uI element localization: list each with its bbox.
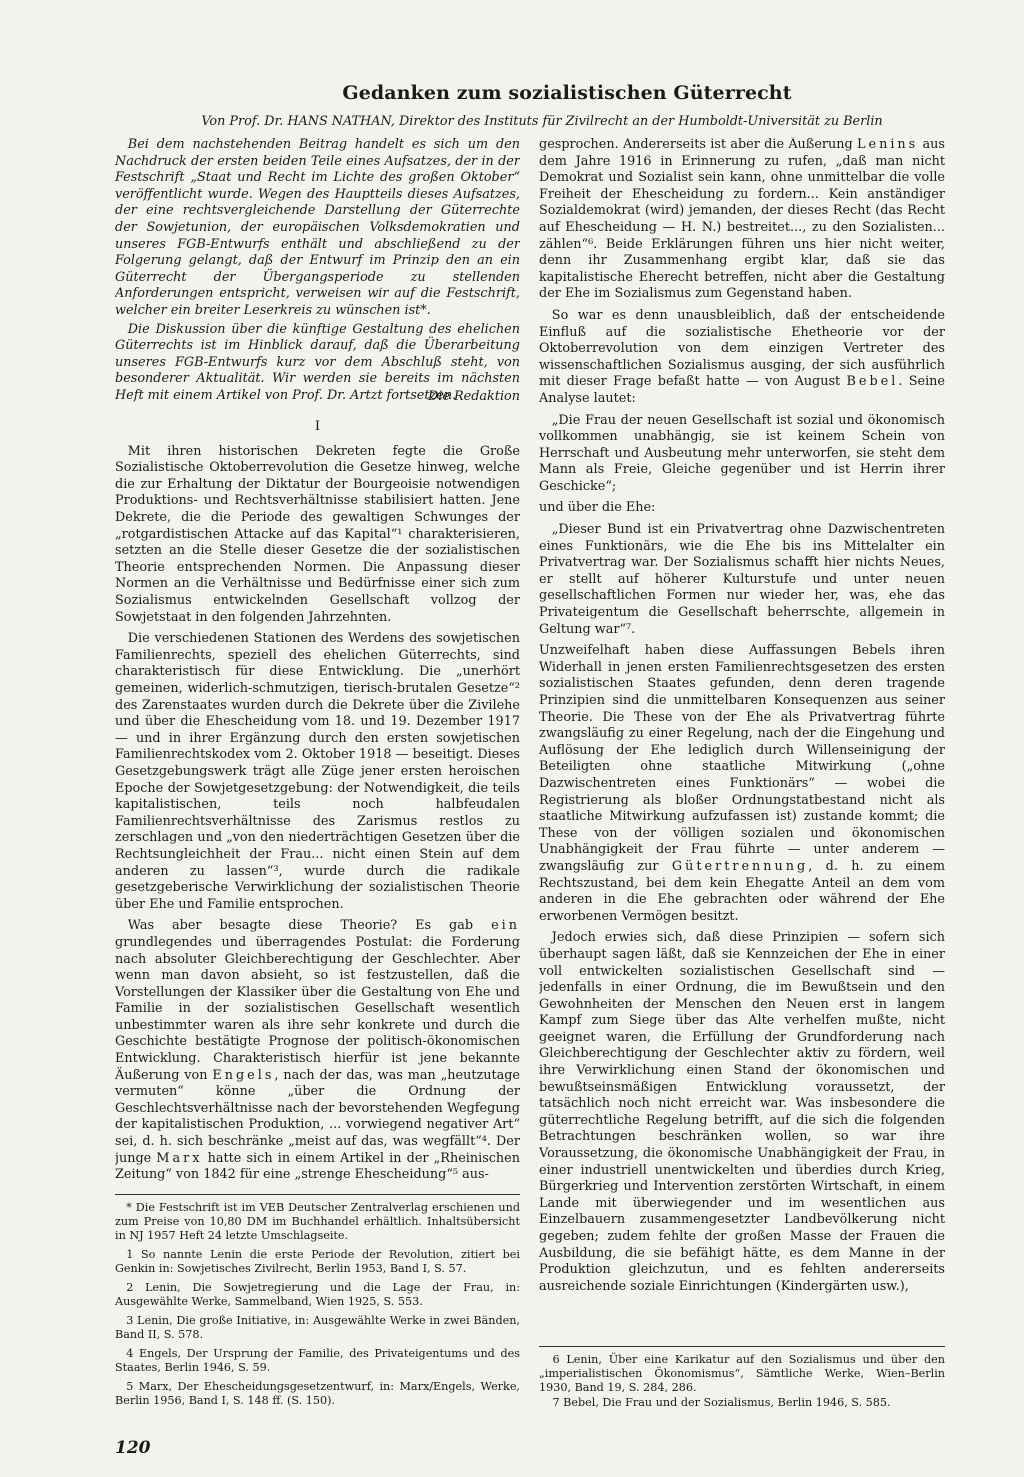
text-run: Unzweifelhaft haben diese Auffassungen Bebels ihren Widerhall in jenen ersten Familienrechtsgesetzen des ersten sozialistischen Staates gefunden, denn deren tragende Prinzipien sind die unmittelbaren Konsequenzen aus seiner Theorie. Die These von der Ehe als Privatvertrag führte zwangsläufig zu einer Regelung, nach der die Eingehung und Auflösung der Ehe lediglich durch Willenseinigung der Beteiligten ohne staatliche Mitwirkung („ohne Dazwischentreten eines Funktionärs“ — wobei die Registrierung als bloßer Ordnungstatbestand nicht als staatliche Mitwirkung aufzufassen ist) zustande kommt; die These von der völligen sozialen und ökonomischen Unabhängigkeit der Frau führte — unter anderem — zwangsläufig zur [539, 643, 945, 874]
section-number: I [314, 419, 321, 435]
body-paragraph [115, 918, 520, 1184]
footnote: 4 Engels, Der Ursprung der Familie, des Privateigentums und des Staates, Berlin 1946, S. 59. [115, 1346, 520, 1374]
emphasis-spaced: ein [491, 918, 520, 934]
right-footnotes [539, 1346, 945, 1411]
emphasis-spaced: Bebel [846, 374, 899, 390]
text-run: Was aber besagte diese Theorie? Es gab [127, 918, 492, 934]
text-run: grundlegendes und überragendes Postulat: die Forderung nach absoluter Gleichberechtigung der Geschlechter. Aber wenn man davon absieht, so ist festzustellen, daß die Vorstellungen der Klassiker über die Gestaltung von Ehe und Familie in der sozialistischen Gesellschaft wesentlich unbestimmter waren als ihre sehr konkrete und durch die Geschichte bestätigte Prognose der politisch-ökonomischen Entwicklung. Charakteristisch hierfür ist jene bekannte Äußerung von [115, 934, 520, 1083]
footnote: 6 Lenin, Über eine Karikatur auf den Sozialismus und über den „imperialistischen Ökonomismus“, Sämtliche Werke, Wien–Berlin 1930, Band 19, S. 284, 286. [539, 1353, 945, 1394]
page-number: 120 [115, 1438, 151, 1458]
footnote: 1 So nannte Lenin die erste Periode der Revolution, zitiert bei Genkin in: Sowjetisches Zivilrecht, Berlin 1953, Band I, S. 57. [115, 1247, 520, 1275]
body-paragraph [539, 643, 945, 925]
footnote: 3 Lenin, Die große Initiative, in: Ausgewählte Werke in zwei Bänden, Band II, S. 578. [115, 1313, 520, 1341]
text-run: aus dem Jahre 1916 in Erinnerung zu rufen, „daß man nicht Demokrat und Sozialist sein kann, ohne unmittelbar die volle Freiheit der Ehescheidung zu fordern... Kein anständiger Sozialdemokrat (wird) jemanden, der dieses Recht (das Recht auf Ehescheidung — H. N.) bestreitet..., zu den Sozialisten... zählen“⁶. Beide Erklärungen führen uns hier nicht weiter, denn ihr Zusammenhang ergibt klar, daß sie das kapitalistische Eherecht betreffen, nicht aber die Gestaltung der Ehe im Sozialismus zum Gegenstand haben. [539, 137, 945, 302]
body-paragraph [539, 137, 945, 303]
text-run: , nach der das, was man „heutzutage vermuten“ könne „über die Ordnung der Geschlechtsverhältnisse nach der bevorstehenden Wegfegung der kapitalistischen Produktion, ... vorwiegend negativer Art“ sei, d. h. sich beschränke „meist auf das, was wegfällt“⁴. Der junge [115, 1067, 520, 1166]
text-run: gesprochen. Andererseits ist aber die Äußerung [539, 137, 858, 152]
left-footnotes [115, 1194, 520, 1408]
text-run: . Seine Analyse lautet: [539, 374, 945, 406]
intro-paragraph-2: Die Diskussion über die künftige Gestaltung des ehelichen Güterrechts ist im Hinblick darauf, daß die Überarbeitung unseres FGB-Entwurfs kurz vor dem Abschluß steht, von besonderer Aktualität. Wir werden sie bereits im nächsten Heft mit einem Artikel von Prof. Dr. Artzt fortsetzen. [115, 321, 520, 403]
text-run: hatte sich in einem Artikel in der „Rheinischen Zeitung“ von 1842 für eine „strenge Ehescheidung“⁵ aus- [115, 1150, 520, 1183]
block-quote: „Die Frau der neuen Gesellschaft ist sozial und ökonomisch vollkommen unabhängig, sie ist keinem Schein von Herrschaft und Ausbeutung mehr unterworfen, sie steht dem Mann als Freie, Gleiche gegenüber und ist Herrin ihrer Geschicke“; [539, 412, 945, 494]
footnote: 5 Marx, Der Ehescheidungsgesetzentwurf, in: Marx/Engels, Werke, Berlin 1956, Band I, S. 148 ff. (S. 150). [115, 1379, 520, 1407]
editorial-intro [115, 137, 520, 405]
article-byline: Von Prof. Dr. HANS NATHAN, Direktor des Instituts für Zivilrecht an der Humboldt-Universität zu Berlin [201, 114, 883, 129]
emphasis-spaced: Gütertrennung [671, 858, 809, 874]
footnote: * Die Festschrift ist im VEB Deutscher Zentralverlag erschienen und zum Preise von 10,80 DM im Buchhandel erhältlich. Inhaltsübersicht in NJ 1957 Heft 24 letzte Umschlagseite. [115, 1200, 520, 1242]
intro-paragraph-1: Bei dem nachstehenden Beitrag handelt es sich um den Nachdruck der ersten beiden Teile eines Aufsatzes, der in der Festschrift „Staat und Recht im Lichte des großen Oktober“ veröffentlicht wurde. Wegen des Hauptteils dieses Aufsatzes, der eine rechtsvergleichende Darstellung der Güterrechte der Sowjetunion, der europäischen Volksdemokratien und unseres FGB-Entwurfs enthält und abschließend zu der Folgerung gelangt, daß der Entwurf im Prinzip den an ein Güterrecht der Übergangsperiode zu stellenden Anforderungen entspricht, verweisen wir auf die Festschrift, welcher ein breiter Leserkreis zu wünschen ist*. [115, 137, 520, 318]
emphasis-spaced: Marx [156, 1150, 203, 1166]
footnote: 2 Lenin, Die Sowjetregierung und die Lage der Frau, in: Ausgewählte Werke, Sammelband, Wien 1925, S. 553. [115, 1280, 520, 1308]
body-paragraph [539, 308, 945, 408]
body-paragraph: Jedoch erwies sich, daß diese Prinzipien — sofern sich überhaupt sagen läßt, daß sie Kennzeichen der Ehe in einer voll entwickelten sozialistischen Gesellschaft sind — jedenfalls in einer Ordnung, die im Bewußtsein und den Gewohnheiten der Menschen den Neuen erst in langem Kampf zum Siege über das Alte verhelfen mußte, nicht geeignet waren, die Erfüllung der Grundforderung nach Gleichberechtigung der Geschlechter aktiv zu fördern, weil ihre Verwirklichung einen Stand der ökonomischen und bewußtseinsmäßigen Entwicklung voraussetzt, der tatsächlich noch nicht erreicht war. Was insbesondere die güterrechtliche Regelung betrifft, auf die sich die folgenden Betrachtungen beschränken wollen, so war ihre Voraussetzung, die ökonomische Unabhängigkeit der Frau, in einer industriell unentwickelten und überdies durch Krieg, Bürgerkrieg und Intervention zerstörten Wirtschaft, in einem Lande mit überwiegender und im wesentlichen aus Einzelbauern zusammengesetzter Landbevölkerung nicht gegeben; zudem fehlte der großen Masse der Frauen die Ausbildung, die sie befähigt hätte, es dem Manne in der Produktion gleichzutun, und es fehlten andererseits ausreichende soziale Einrichtungen (Kindergärten usw.), [539, 930, 945, 1294]
body-paragraph: Mit ihren historischen Dekreten fegte die Große Sozialistische Oktoberrevolution die Gesetze hinweg, welche die zur Erhaltung der Diktatur der Bourgeoisie notwendigen Produktions- und Rechtsverhältnisse stabilisiert hatten. Jene Dekrete, die die Periode des gewaltigen Schwunges der „rotgardistischen Attacke auf das Kapital“¹ charakterisieren, setzten an die Stelle dieser Gesetze die der sozialistischen Theorie entsprechenden Normen. Die Anpassung dieser Normen an die Verhältnisse und Bedürfnisse einer sich zum Sozialismus entwickelnden Gesellschaft vollzog der Sowjetstaat in den folgenden Jahrzehnten. [115, 443, 520, 625]
editorial-signature: Die Redaktion [428, 388, 520, 404]
article-title: Gedanken zum sozialistischen Güterrecht [342, 82, 792, 104]
body-text: und über die Ehe: [539, 500, 656, 516]
body-paragraph: Die verschiedenen Stationen des Werdens des sowjetischen Familienrechts, speziell des ehelichen Güterrechts, sind charakteristisch für diese Entwicklung. Die „unerhört gemeinen, widerlich-schmutzigen, tierisch-brutalen Gesetze“² des Zarenstaates wurden durch die Dekrete über die Zivilehe und über die Ehescheidung vom 18. und 19. Dezember 1917 — und in ihrer Ergänzung durch den ersten sowjetischen Familienrechtskodex vom 2. Oktober 1918 — beseitigt. Dieses Gesetzgebungswerk trägt alle Züge jener ersten heroischen Epoche der Sowjetgesetzgebung: der Notwendigkeit, die teils kapitalistischen, teils noch halbfeudalen Familienrechtsverhältnisse des Zarismus restlos zu zerschlagen und „von den niederträchtigen Gesetzen über die Rechtsungleichheit der Frau... nicht einen Stein auf dem anderen zu lassen“³, wurde durch die radikale gesetzgeberische Verwirklichung der sozialistischen Theorie über Ehe und Familie entsprochen. [115, 631, 520, 912]
footnote: 7 Bebel, Die Frau und der Sozialismus, Berlin 1946, S. 585. [552, 1396, 891, 1409]
block-quote: „Dieser Bund ist ein Privatvertrag ohne Dazwischentreten eines Funktionärs, wie die Ehe bis ins Mittelalter ein Privatvertrag war. Der Sozialismus schafft hier nichts Neues, er stellt auf höherer Kulturstufe und unter neuen gesellschaftlichen Formen nur wieder her, was, ehe das Privateigentum die Gesellschaft beherrschte, allgemein in Geltung war“⁷. [539, 522, 945, 637]
text-run: , d. h. zu einem Rechtszustand, bei dem kein Ehegatte Anteil an dem vom anderen in die Ehe gebrachten oder während der Ehe erworbenen Vermögen besitzt. [539, 858, 945, 924]
left-column [115, 137, 520, 1440]
text-run: So war es denn unausbleiblich, daß der entscheidende Einfluß auf die sozialistische Ehetheorie vor der Oktoberrevolution von dem einzigen Vertreter des wissenschaftlichen Sozialismus ausging, der sich ausführlich mit dieser Frage befaßt hatte — von August [539, 307, 945, 390]
emphasis-spaced: Engels [212, 1067, 275, 1083]
right-column [539, 137, 945, 1337]
emphasis-spaced: Lenins [857, 137, 919, 152]
